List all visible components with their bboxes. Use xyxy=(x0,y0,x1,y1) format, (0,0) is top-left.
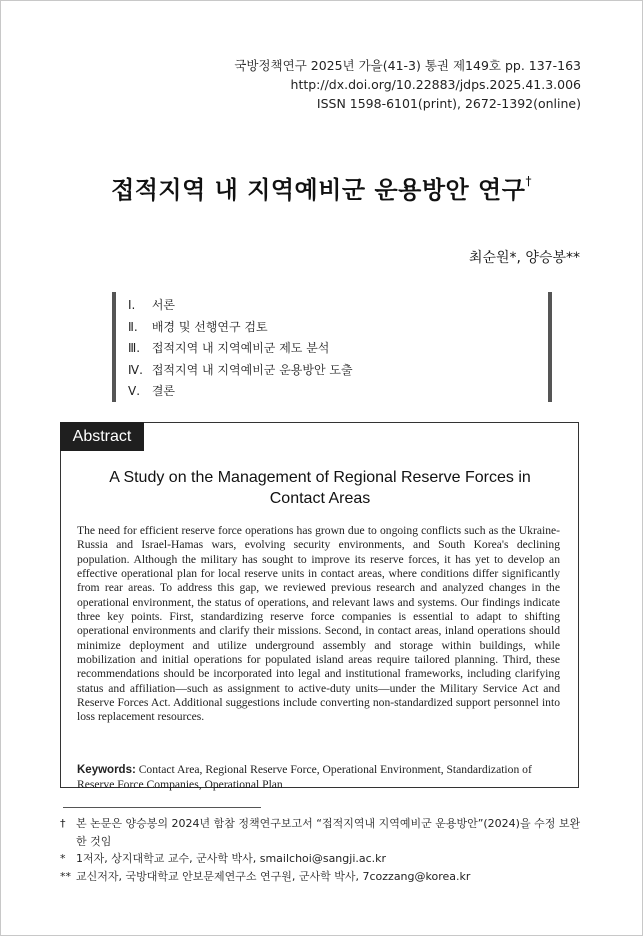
toc-number: Ⅴ. xyxy=(128,384,141,398)
toc-item[interactable] xyxy=(128,360,548,382)
footnote xyxy=(60,868,585,886)
footnote-text: 교신저자, 국방대학교 안보문제연구소 연구원, 군사학 박사, 7cozzang@korea.kr xyxy=(76,869,471,883)
toc-item[interactable] xyxy=(128,381,548,403)
toc-number: Ⅳ. xyxy=(128,362,143,377)
doi-link[interactable]: http://dx.doi.org/10.22883/jdps.2025.41.3.006 xyxy=(290,77,581,92)
toc-label: 배경 및 선행연구 검토 xyxy=(151,319,268,334)
toc-number: Ⅱ. xyxy=(128,319,138,334)
issn: ISSN 1598-6101(print), 2672-1392(online) xyxy=(316,96,581,111)
toc-number: Ⅲ. xyxy=(128,341,141,355)
english-title-line: A Study on the Management of Regional Reserve Forces in xyxy=(109,469,531,486)
footnote-text: 본 논문은 양승봉의 2024년 함참 정책연구보고서 “접적지역내 지역예비군 운용방안”(2024)을 수정 보완한 것임 xyxy=(76,817,581,848)
footnote-divider xyxy=(63,807,261,808)
title-footnote-mark: † xyxy=(525,174,532,188)
authors: 최순원*, 양승봉** xyxy=(468,250,580,266)
toc-label: 서론 xyxy=(151,298,176,312)
footnote-mark: ** xyxy=(60,869,71,883)
keywords xyxy=(77,763,560,792)
abstract-tag: Abstract xyxy=(60,422,144,451)
footnote-text: 1저자, 상지대학교 교수, 군사학 박사, smailchoi@sangji.ac.kr xyxy=(76,852,387,865)
english-title xyxy=(80,467,560,509)
toc-item[interactable] xyxy=(128,338,548,360)
footnote xyxy=(60,850,585,868)
toc-label: 접적지역 내 지역예비군 운용방안 도출 xyxy=(151,362,353,377)
toc-label: 접적지역 내 지역예비군 제도 분석 xyxy=(151,341,330,355)
journal-issue: 국방정책연구 2025년 가을(41-3) 통권 제149호 pp. 137-163 xyxy=(234,58,581,73)
toc-label: 결론 xyxy=(151,384,176,398)
keywords-text: Contact Area, Regional Reserve Force, Operational Environment, Standardization of Reserve Force Companies, Operational Plan xyxy=(77,763,532,791)
table-of-contents xyxy=(112,292,552,402)
toc-item[interactable] xyxy=(128,317,548,339)
toc-item[interactable] xyxy=(128,295,548,317)
abstract-text: The need for efficient reserve force operations has grown due to ongoing conflicts such as the Ukraine-Russia and Israel-Hamas wars, evolving security environments, and South Korea's declining population. Although the military has sought to improve its reserve forces, it has yet to develop an effective operational plan for local reserve units in contact areas, where conditions differ significantly from rear areas. To address this gap, we reviewed previous research and analyzed changes in the operational environment, the status of operations, and relevant laws and systems. Our findings indicate three key points. First, standardizing reserve force companies is essential to adapt to shifting operational environments and clarify their missions. Second, in contact areas, inland operations should minimize deployment and utilize underground assembly and storage within buildings, while mobilization and initial operations for populated island areas require tailored planning. Third, these recommendations should be incorporated into legal and institutional frameworks, including clarifying status and affiliation—such as assignment to active-duty units—under the Military Service Act and Reserve Forces Act. Additional suggestions include converting non-standardized support personnel into loss replacement resources. xyxy=(77,524,560,724)
english-title-line: Contact Areas xyxy=(269,490,371,507)
toc-number: Ⅰ. xyxy=(128,298,136,312)
journal-info xyxy=(234,56,581,113)
footnote-mark: † xyxy=(60,817,66,830)
footnotes xyxy=(60,815,585,885)
paper-title xyxy=(0,170,643,205)
paper-title-text: 접적지역 내 지역예비군 운용방안 연구 xyxy=(111,176,526,204)
footnote-mark: * xyxy=(60,852,66,865)
footnote xyxy=(60,815,585,850)
keywords-label: Keywords: xyxy=(77,764,136,776)
